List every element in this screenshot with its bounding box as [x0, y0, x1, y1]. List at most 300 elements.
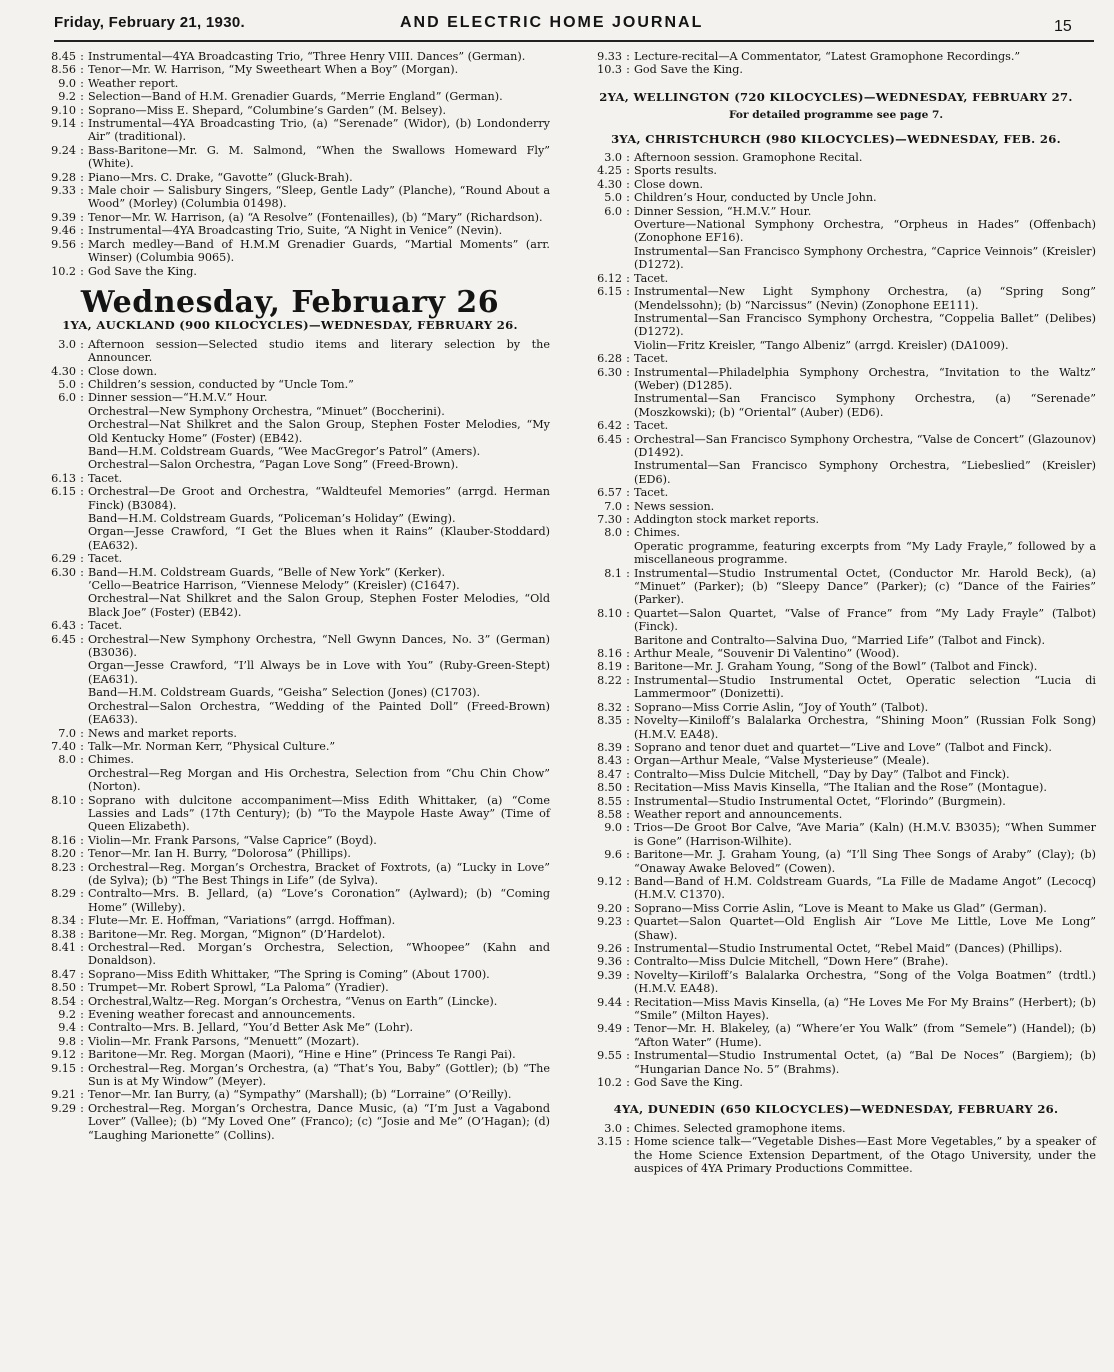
programme-entry: [576, 1049, 1096, 1076]
entry-time: 9.0: [604, 821, 622, 835]
time-separator: :: [626, 606, 630, 620]
entry-text: Orchestral—De Groot and Orchestra, “Waldteufel Memories” (arrgd. Herman Finck) (B3084).: [88, 485, 550, 512]
time-separator: :: [80, 471, 84, 485]
time-separator: :: [80, 753, 84, 767]
entry-text: Bass-Baritone—Mr. G. M. Salmond, “When the Swallows Homeward Fly” (White).: [88, 143, 550, 171]
entry-sub-item: Orchestral—Nat Shilkret and the Salon Group, Stephen Foster Melodies, “My Old Kentucky Home” (Foster) (EB42).: [88, 418, 550, 445]
time-separator: :: [80, 237, 84, 251]
entry-time: 8.0: [604, 526, 622, 540]
programme-entry: [30, 1021, 550, 1034]
programme-entry: [576, 433, 1096, 460]
entry-time: 6.29: [51, 552, 76, 566]
entry-text: Selection—Band of H.M. Grenadier Guards, “Merrie England” (German).: [88, 90, 503, 104]
auckland-continuation-list: [576, 50, 1096, 77]
programme-entry: [30, 887, 550, 914]
entry-text: Afternoon session. Gramophone Recital.: [634, 151, 863, 165]
programme-entry: [576, 969, 1096, 996]
entry-text: Trios—De Groot Bor Calve, “Ave Maria” (Kaln) (H.M.V. B3035); “When Summer is Gone” (Harrison-Wilhite).: [634, 821, 1096, 848]
entry-text: Chimes.: [88, 753, 134, 767]
entry-text: Recitation—Miss Mavis Kinsella, “The Italian and the Rose” (Montague).: [634, 781, 1047, 795]
entry-time: 8.16: [51, 833, 76, 847]
entry-time: 9.4: [58, 1021, 76, 1035]
programme-entry: [30, 224, 550, 237]
entry-text: Weather report.: [88, 76, 179, 90]
programme-entry: [30, 981, 550, 994]
entry-time: 9.12: [597, 874, 622, 888]
time-separator: :: [626, 151, 630, 165]
time-separator: :: [80, 927, 84, 941]
time-separator: :: [80, 632, 84, 646]
christchurch-heading: 3YA, CHRISTCHURCH (980 KILOCYCLES)—WEDNESDAY, FEB. 26.: [611, 131, 1061, 146]
programme-entry: [30, 861, 550, 888]
time-separator: :: [80, 1101, 84, 1115]
entry-text: Instrumental—Studio Instrumental Octet, (Conductor Mr. Harold Beck), (a) “Minuet” (Parker); (b) “Sleepy Dance” (Parker); (c) “Dance of the Fairies” (Parker).: [634, 566, 1096, 607]
entry-time: 8.47: [597, 767, 622, 781]
entry-time: 9.6: [604, 848, 622, 862]
entry-text: March medley—Band of H.M.M Grenadier Guards, “Martial Moments” (arr. Winser) (Columbia 9065).: [88, 237, 550, 265]
time-separator: :: [626, 901, 630, 915]
time-separator: :: [626, 50, 630, 63]
programme-entry: [30, 90, 550, 103]
time-separator: :: [626, 673, 630, 687]
entry-text: Sports results.: [634, 164, 717, 178]
time-separator: :: [626, 968, 630, 982]
programme-entry: [30, 378, 550, 391]
programme-entry: [576, 660, 1096, 673]
time-separator: :: [626, 365, 630, 379]
page-header: [0, 0, 1114, 44]
entry-text: Violin—Mr. Frank Parsons, “Menuett” (Mozart).: [88, 1034, 360, 1048]
entry-text: Soprano—Miss Corrie Aslin, “Love is Meant to Make us Glad” (German).: [634, 901, 1047, 915]
entry-time: 9.21: [51, 1088, 76, 1102]
programme-entry: [576, 701, 1096, 714]
entry-text: Chimes. Selected gramophone items.: [634, 1121, 846, 1135]
entry-time: 8.23: [51, 860, 76, 874]
dunedin-heading: 4YA, DUNEDIN (650 KILOCYCLES)—WEDNESDAY, FEBRUARY 26.: [613, 1102, 1059, 1117]
entry-sub-item: Instrumental—San Francisco Symphony Orchestra, “Caprice Veinnois” (Kreisler) (D1272).: [634, 244, 1096, 272]
entry-time: 5.0: [604, 191, 622, 205]
entry-text: Arthur Meale, “Souvenir Di Valentino” (Wood).: [634, 647, 900, 661]
time-separator: :: [80, 210, 84, 224]
time-separator: :: [626, 915, 630, 929]
entry-text: Weather report and announcements.: [634, 807, 843, 821]
entry-time: 8.50: [597, 781, 622, 795]
entry-text: Contralto—Mrs. B. Jellard, (a) “Love’s Coronation” (Aylward); (b) “Coming Home” (Willeby).: [88, 887, 550, 914]
programme-entry: [576, 942, 1096, 955]
time-separator: :: [80, 739, 84, 753]
entry-time: 8.50: [51, 981, 76, 995]
entry-text: Tenor—Mr. H. Blakeley, (a) “Where’er You Walk” (from “Semele”) (Handel); (b) “Afton Water” (Hume).: [634, 1022, 1096, 1049]
time-separator: :: [626, 848, 630, 862]
entry-time: 8.56: [51, 63, 76, 77]
entry-text: Evening weather forecast and announcements.: [88, 1008, 356, 1022]
programme-entry: [576, 607, 1096, 634]
time-separator: :: [626, 1135, 630, 1149]
entry-text: Close down.: [634, 177, 704, 191]
entry-time: 8.58: [597, 807, 622, 821]
programme-entry: [30, 633, 550, 660]
entry-sub-item: Instrumental—San Francisco Symphony Orchestra, (a) “Serenade” (Moszkowski); (b) “Oriental” (Auber) (ED6).: [634, 392, 1096, 419]
programme-entry: [576, 781, 1096, 794]
entry-text: Baritone—Mr. J. Graham Young, “Song of the Bowl” (Talbot and Finck).: [634, 660, 1038, 674]
time-separator: :: [626, 995, 630, 1009]
programme-entry: [30, 619, 550, 632]
entry-time: 9.2: [58, 1008, 76, 1022]
entry-text: Dinner session—“H.M.V.” Hour.: [88, 391, 268, 405]
time-separator: :: [80, 170, 84, 184]
entry-time: 8.54: [51, 994, 76, 1008]
time-separator: :: [626, 164, 630, 178]
programme-entry: [576, 285, 1096, 312]
entry-time: 8.22: [597, 673, 622, 687]
programme-entry: [30, 485, 550, 512]
entry-text: Orchestral,Waltz—Reg. Morgan’s Orchestra, “Venus on Earth” (Lincke).: [88, 994, 498, 1008]
programme-entry: [576, 996, 1096, 1023]
programme-entry: [576, 902, 1096, 915]
time-separator: :: [626, 177, 630, 191]
entry-time: 8.45: [51, 50, 76, 63]
entry-text: Baritone—Mr. Reg. Morgan (Maori), “Hine e Hine” (Princess Te Rangi Pai).: [88, 1048, 516, 1062]
entry-text: Baritone—Mr. Reg. Morgan, “Mignon” (D’Hardelot).: [88, 927, 386, 941]
entry-sub-item: Organ—Jesse Crawford, “I’ll Always be in Love with You” (Ruby-Green-Stept) (EA631).: [88, 659, 550, 686]
entry-time: 4.25: [597, 164, 622, 178]
entry-time: 8.29: [51, 887, 76, 901]
entry-time: 8.10: [597, 606, 622, 620]
entry-text: Recitation—Miss Mavis Kinsella, (a) “He Loves Me For My Brains” (Herbert); (b) “Smile” (Milton Hayes).: [634, 995, 1096, 1023]
programme-entry: [30, 265, 550, 278]
time-separator: :: [80, 1034, 84, 1048]
entry-text: Tacet.: [634, 352, 669, 366]
time-separator: :: [626, 767, 630, 781]
time-separator: :: [626, 781, 630, 795]
entry-text: Contralto—Miss Dulcie Mitchell, “Day by Day” (Talbot and Finck).: [634, 767, 1010, 781]
time-separator: :: [626, 955, 630, 969]
programme-entry: [576, 674, 1096, 701]
time-separator: :: [626, 714, 630, 728]
time-separator: :: [80, 184, 84, 198]
programme-entry: [30, 77, 550, 90]
entry-time: 8.41: [51, 941, 76, 954]
entry-time: 8.34: [51, 914, 76, 928]
entry-time: 8.47: [51, 967, 76, 981]
programme-entry: [576, 1122, 1096, 1135]
entry-text: Instrumental—Studio Instrumental Octet, (a) “Bal De Noces” (Bargiem); (b) “Hungarian Dance No. 5” (Brahms).: [634, 1049, 1096, 1076]
programme-entry: [30, 928, 550, 941]
programme-entry: [30, 211, 550, 224]
programme-entry: [576, 714, 1096, 741]
entry-sub-item: Band—H.M. Coldstream Guards, “Geisha” Selection (Jones) (C1703).: [88, 686, 481, 700]
entry-time: 9.49: [597, 1022, 622, 1036]
entry-time: 9.36: [597, 955, 622, 969]
entry-sub-item: Organ—Jesse Crawford, “I Get the Blues when it Rains” (Klauber-Stoddard) (EA632).: [88, 525, 550, 552]
entry-time: 9.28: [51, 170, 76, 184]
programme-entry: [576, 513, 1096, 526]
entry-time: 5.0: [58, 377, 76, 391]
programme-entry: [30, 171, 550, 184]
page-number: 15: [1054, 18, 1072, 35]
entry-sub-item: Operatic programme, featuring excerpts from “My Lady Frayle,” followed by a miscellaneous programme.: [634, 539, 1096, 567]
entry-text: Instrumental—4YA Broadcasting Trio, Suite, “A Night in Venice” (Nevin).: [88, 224, 503, 238]
entry-time: 7.40: [51, 739, 76, 753]
entry-text: Close down.: [88, 364, 158, 378]
entry-time: 8.1: [604, 566, 622, 580]
entry-text: Tacet.: [88, 552, 123, 566]
entry-text: Chimes.: [634, 526, 680, 540]
programme-entry: [30, 338, 550, 365]
entry-time: 8.0: [58, 753, 76, 767]
entry-time: 8.19: [597, 660, 622, 674]
programme-entry: [576, 808, 1096, 821]
entry-text: Band—H.M. Coldstream Guards, “Belle of New York” (Kerker).: [88, 565, 446, 579]
time-separator: :: [626, 499, 630, 513]
entry-time: 9.56: [51, 237, 76, 251]
time-separator: :: [80, 364, 84, 378]
time-separator: :: [80, 793, 84, 807]
programme-entry: [30, 1102, 550, 1142]
programme-entry: [30, 794, 550, 834]
time-separator: :: [80, 117, 84, 131]
programme-entry: [576, 955, 1096, 968]
entry-text: Tacet.: [88, 471, 123, 485]
time-separator: :: [626, 1121, 630, 1135]
time-separator: :: [80, 103, 84, 117]
auckland-programme: [30, 338, 550, 1142]
entry-text: Instrumental—Studio Instrumental Octet, “Florindo” (Burgmein).: [634, 794, 1006, 808]
entry-time: 4.30: [51, 364, 76, 378]
programme-entry: [576, 151, 1096, 164]
programme-entry: [576, 1135, 1096, 1175]
programme-entry: [576, 875, 1096, 902]
programme-entry: [30, 566, 550, 579]
time-separator: :: [626, 352, 630, 366]
time-separator: :: [626, 740, 630, 754]
entry-text: Baritone—Mr. J. Graham Young, (a) “I’ll Sing Thee Songs of Araby” (Clay); (b) “Onaway Awake Beloved” (Cowen).: [634, 848, 1096, 875]
time-separator: :: [626, 660, 630, 674]
entry-text: Novelty—Kiniloff’s Balalarka Orchestra, “Shining Moon” (Russian Folk Song) (H.M.V. EA48).: [634, 714, 1096, 741]
time-separator: :: [80, 50, 84, 63]
entry-time: 9.15: [51, 1061, 76, 1075]
time-separator: :: [626, 513, 630, 526]
entry-time: 9.12: [51, 1048, 76, 1062]
programme-entry: [30, 1062, 550, 1089]
programme-entry: [30, 914, 550, 927]
time-separator: :: [626, 526, 630, 540]
entry-text: God Save the King.: [88, 264, 197, 278]
entry-text: Tacet.: [88, 619, 123, 633]
entry-time: 9.33: [51, 184, 76, 198]
time-separator: :: [80, 377, 84, 391]
time-separator: :: [80, 833, 84, 847]
entry-time: 6.15: [597, 285, 622, 299]
entry-text: Orchestral—Red. Morgan’s Orchestra, Selection, “Whoopee” (Kahn and Donaldson).: [88, 941, 550, 968]
entry-text: Lecture-recital—A Commentator, “Latest Gramophone Recordings.”: [634, 50, 1021, 63]
time-separator: :: [80, 860, 84, 874]
programme-entry: [576, 795, 1096, 808]
entry-text: Soprano—Miss Corrie Aslin, “Joy of Youth” (Talbot).: [634, 700, 929, 714]
programme-entry: [30, 117, 550, 144]
programme-entry: [30, 1048, 550, 1061]
time-separator: :: [626, 942, 630, 955]
entry-time: 9.23: [597, 915, 622, 929]
journal-title: AND ELECTRIC HOME JOURNAL: [400, 14, 704, 31]
entry-text: Tenor—Mr. Ian H. Burry, “Dolorosa” (Phillips).: [88, 847, 351, 861]
programme-entry: [576, 205, 1096, 218]
entry-time: 9.33: [597, 50, 622, 63]
tuesday-continuation-list: [30, 50, 550, 278]
entry-time: 9.8: [58, 1034, 76, 1048]
entry-text: Tenor—Mr. W. Harrison, “My Sweetheart When a Boy” (Morgan).: [88, 63, 459, 77]
programme-entry: [576, 164, 1096, 177]
entry-time: 8.20: [51, 847, 76, 861]
programme-entry: [30, 941, 550, 968]
programme-entry: [576, 191, 1096, 204]
entry-text: Trumpet—Mr. Robert Sprowl, “La Paloma” (Yradier).: [88, 981, 389, 995]
entry-text: Instrumental—4YA Broadcasting Trio, (a) “Serenade” (Widor), (b) Londonderry Air” (traditional).: [88, 117, 550, 144]
programme-entry: [30, 740, 550, 753]
entry-time: 9.55: [597, 1049, 622, 1063]
entry-text: Tacet.: [634, 271, 669, 285]
time-separator: :: [626, 432, 630, 446]
entry-time: 6.43: [51, 619, 76, 633]
entry-time: 8.38: [51, 927, 76, 941]
entry-time: 8.55: [597, 794, 622, 808]
entry-time: 10.3: [597, 63, 622, 77]
programme-entry: [576, 526, 1096, 539]
time-separator: :: [80, 967, 84, 981]
entry-time: 9.46: [51, 224, 76, 238]
entry-time: 8.32: [597, 700, 622, 714]
entry-text: Instrumental—New Light Symphony Orchestra, (a) “Spring Song” (Mendelssohn); (b) “Narcissus” (Nevin) (Zonophone EE111).: [634, 285, 1096, 312]
entry-text: News session.: [634, 499, 715, 513]
entry-time: 3.0: [604, 1121, 622, 1135]
time-separator: :: [80, 90, 84, 104]
entry-time: 9.29: [51, 1101, 76, 1115]
programme-entry: [576, 567, 1096, 607]
entry-sub-item: Instrumental—San Francisco Symphony Orchestra, “Coppelia Ballet” (Delibes) (D1272).: [634, 311, 1096, 339]
entry-text: Tenor—Mr. W. Harrison, (a) “A Resolve” (Fontenailles), (b) “Mary” (Richardson).: [88, 210, 543, 224]
programme-entry: [576, 768, 1096, 781]
time-separator: :: [626, 700, 630, 714]
day-title: Wednesday, February 26: [80, 284, 500, 320]
wellington-heading: 2YA, WELLINGTON (720 KILOCYCLES)—WEDNESDAY, FEBRUARY 27.: [599, 89, 1073, 104]
time-separator: :: [80, 887, 84, 901]
entry-sub-item: Orchestral—Nat Shilkret and the Salon Group, Stephen Foster Melodies, “Old Black Joe” (Foster) (EB42).: [88, 592, 550, 619]
time-separator: :: [80, 63, 84, 77]
entry-time: 8.10: [51, 793, 76, 807]
right-column: [576, 50, 1096, 1176]
time-separator: :: [80, 224, 84, 238]
time-separator: :: [626, 1076, 630, 1090]
entry-time: 8.16: [597, 647, 622, 661]
programme-entry: [30, 753, 550, 766]
issue-date: Friday, February 21, 1930.: [54, 14, 245, 31]
entry-text: Orchestral—San Francisco Symphony Orchestra, “Valse de Concert” (Glazounov) (D1492).: [634, 432, 1096, 459]
programme-entry: [30, 847, 550, 860]
entry-text: Dinner Session, “H.M.V.” Hour.: [634, 204, 812, 218]
entry-time: 6.12: [597, 271, 622, 285]
time-separator: :: [80, 981, 84, 995]
entry-text: Instrumental—4YA Broadcasting Trio, “Three Henry VIII. Dances” (German).: [88, 50, 526, 63]
entry-time: 6.0: [604, 204, 622, 218]
entry-time: 6.42: [597, 419, 622, 433]
entry-text: Instrumental—Studio Instrumental Octet, Operatic selection “Lucia di Lammermoor” (Donizetti).: [634, 673, 1096, 701]
programme-entry: [30, 391, 550, 404]
entry-text: Afternoon session—Selected studio items and literary selection by the Announcer.: [88, 337, 550, 365]
entry-sub-item: Overture—National Symphony Orchestra, “Orpheus in Hades” (Offenbach) (Zonophone EF16).: [634, 218, 1096, 245]
time-separator: :: [80, 1088, 84, 1102]
entry-text: Piano—Mrs. C. Drake, “Gavotte” (Gluck-Brah).: [88, 170, 353, 184]
entry-text: Quartet—Salon Quartet, “Valse of France” from “My Lady Frayle” (Talbot) (Finck).: [634, 606, 1096, 634]
entry-text: Orchestral—Reg. Morgan’s Orchestra, Dance Music, (a) “I’m Just a Vagabond Lover” (Vallee); (b) “My Loved One” (Franco); (c) “Josie and Me” (O’Hagan); (d) “Laughing Marionette” (Collins).: [88, 1101, 550, 1142]
entry-sub-item: Orchestral—Salon Orchestra, “Pagan Love Song” (Freed-Brown).: [88, 458, 459, 472]
entry-text: Organ—Arthur Meale, “Valse Mysterieuse” (Meale).: [634, 754, 930, 768]
programme-entry: [576, 486, 1096, 499]
time-separator: :: [80, 143, 84, 157]
time-separator: :: [80, 1061, 84, 1075]
entry-time: 9.20: [597, 901, 622, 915]
time-separator: :: [626, 821, 630, 835]
entry-text: Tacet.: [634, 486, 669, 500]
entry-text: Quartet—Salon Quartet—Old English Air “Love Me Little, Love Me Long” (Shaw).: [634, 915, 1096, 942]
time-separator: :: [80, 485, 84, 499]
entry-sub-item: Baritone and Contralto—Salvina Duo, “Married Life” (Talbot and Finck).: [634, 633, 1046, 647]
entry-sub-item: ’Cello—Beatrice Harrison, “Viennese Melody” (Kreisler) (C1647).: [88, 579, 460, 593]
entry-time: 6.57: [597, 486, 622, 500]
time-separator: :: [626, 754, 630, 768]
programme-entry: [576, 500, 1096, 513]
programme-entry: [30, 144, 550, 171]
entry-time: 6.13: [51, 471, 76, 485]
entry-time: 6.45: [51, 632, 76, 646]
time-separator: :: [80, 1021, 84, 1035]
entry-time: 6.15: [51, 485, 76, 499]
entry-time: 6.30: [597, 365, 622, 379]
time-separator: :: [80, 1008, 84, 1022]
entry-time: 9.10: [51, 103, 76, 117]
entry-sub-item: Band—H.M. Coldstream Guards, “Policeman’s Holiday” (Ewing).: [88, 512, 456, 525]
entry-text: Contralto—Miss Dulcie Mitchell, “Down Here” (Brahe).: [634, 955, 949, 969]
entry-time: 8.43: [597, 754, 622, 768]
programme-entry: [30, 995, 550, 1008]
programme-entry: [576, 754, 1096, 767]
programme-entry: [576, 50, 1096, 63]
entry-text: Orchestral—Reg. Morgan’s Orchestra, Bracket of Foxtrots, (a) “Lucky in Love” (de Sylva); (b) “The Best Things in Life” (de Sylva).: [88, 860, 550, 887]
programme-entry: [576, 1076, 1096, 1089]
auckland-heading: 1YA, AUCKLAND (900 KILOCYCLES)—WEDNESDAY, FEBRUARY 26.: [62, 318, 518, 333]
programme-entry: [576, 741, 1096, 754]
time-separator: :: [80, 941, 84, 954]
programme-entry: [30, 184, 550, 211]
programme-entry: [30, 104, 550, 117]
entry-text: Violin—Mr. Frank Parsons, “Valse Caprice” (Boyd).: [88, 833, 377, 847]
time-separator: :: [80, 619, 84, 633]
entry-time: 3.0: [58, 337, 76, 351]
programme-entry: [30, 1088, 550, 1101]
time-separator: :: [626, 486, 630, 500]
entry-text: Soprano—Miss Edith Whittaker, “The Spring is Coming” (About 1700).: [88, 967, 490, 981]
programme-entry: [30, 50, 550, 63]
time-separator: :: [80, 552, 84, 566]
entry-sub-item: Violin—Fritz Kreisler, “Tango Albeniz” (arrgd. Kreisler) (DA1009).: [634, 338, 1009, 352]
entry-time: 10.2: [51, 264, 76, 278]
time-separator: :: [626, 647, 630, 661]
entry-sub-item: Orchestral—New Symphony Orchestra, “Minuet” (Boccherini).: [88, 404, 445, 418]
programme-entry: [30, 1035, 550, 1048]
entry-time: 9.44: [597, 995, 622, 1009]
wellington-note: For detailed programme see page 7.: [728, 109, 944, 122]
time-separator: :: [80, 565, 84, 579]
entry-time: 8.35: [597, 714, 622, 728]
